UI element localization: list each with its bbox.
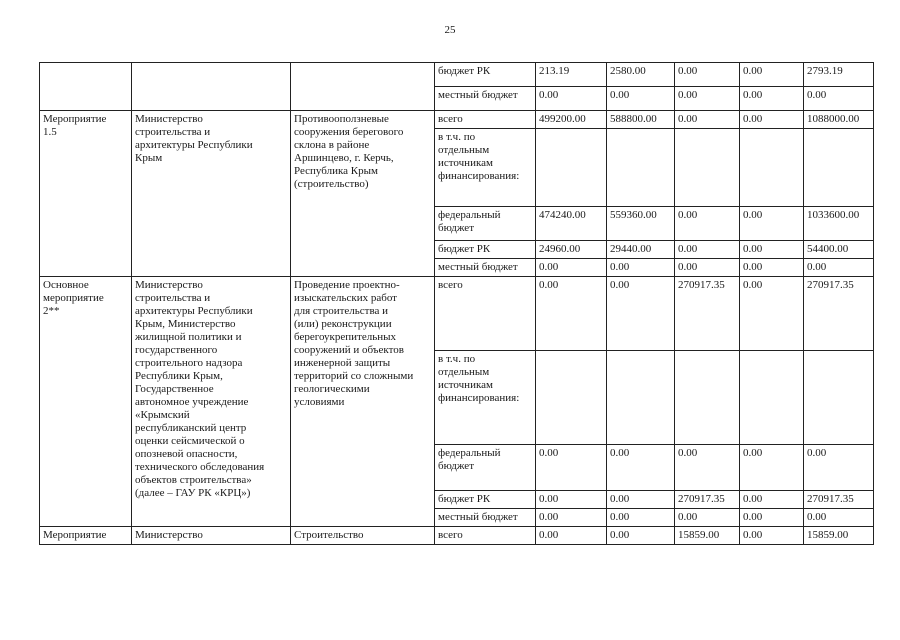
value-cell — [804, 351, 874, 445]
value-cell: 0.00 — [740, 277, 804, 351]
value-cell: 0.00 — [607, 87, 675, 111]
value-cell: 0.00 — [675, 509, 740, 527]
value-cell — [536, 351, 607, 445]
executor-name: Министерство строительства и архитектуры Республики Крым — [132, 111, 291, 277]
value-cell: 559360.00 — [607, 207, 675, 241]
source-label: всего — [435, 111, 536, 129]
executor-name: Министерство строительства и архитектуры Республики Крым, Министерство жилищной политики и государственного строительного надзора Республики Крым, Государственное автономное учреждение «Крымский республиканский центр оценки сейсмической о опозневой опасности, технического обследования объектов строительства» (далее – ГАУ РК «КРЦ») — [132, 277, 291, 527]
value-cell: 2580.00 — [607, 63, 675, 87]
value-cell: 0.00 — [804, 87, 874, 111]
source-label: всего — [435, 277, 536, 351]
source-label: местный бюджет — [435, 509, 536, 527]
value-cell: 0.00 — [675, 111, 740, 129]
value-cell: 0.00 — [536, 87, 607, 111]
value-cell — [607, 129, 675, 207]
table-row — [40, 527, 874, 545]
value-cell: 0.00 — [740, 259, 804, 277]
value-cell: 0.00 — [536, 509, 607, 527]
value-cell: 0.00 — [536, 491, 607, 509]
source-label: бюджет РК — [435, 241, 536, 259]
measure-name: Основное мероприятие 2** — [40, 277, 132, 527]
value-cell: 24960.00 — [536, 241, 607, 259]
value-cell: 0.00 — [740, 111, 804, 129]
table-row — [40, 63, 874, 87]
measure-description: Противооползневые сооружения берегового склона в районе Аршинцево, г. Керчь, Республика Крым (строительство) — [291, 111, 435, 277]
budget-table — [39, 62, 874, 545]
value-cell: 0.00 — [740, 491, 804, 509]
value-cell: 588800.00 — [607, 111, 675, 129]
value-cell: 0.00 — [675, 259, 740, 277]
measure-description: Проведение проектно- изыскательских работ для строительства и (или) реконструкции берегоукрепительных сооружений и объектов инженерной защиты территорий со сложными геологическими условиями — [291, 277, 435, 527]
value-cell: 213.19 — [536, 63, 607, 87]
value-cell: 270917.35 — [675, 491, 740, 509]
measure-description: Строительство — [291, 527, 435, 545]
value-cell: 0.00 — [804, 445, 874, 491]
value-cell: 270917.35 — [675, 277, 740, 351]
value-cell: 0.00 — [740, 527, 804, 545]
value-cell: 0.00 — [607, 509, 675, 527]
page-number: 25 — [444, 24, 456, 36]
value-cell: 0.00 — [740, 445, 804, 491]
value-cell: 0.00 — [740, 87, 804, 111]
value-cell: 0.00 — [804, 259, 874, 277]
source-label: всего — [435, 527, 536, 545]
measure-cell — [40, 63, 132, 111]
table-row — [40, 277, 874, 351]
source-label: местный бюджет — [435, 87, 536, 111]
source-label: в т.ч. по отдельным источникам финансирования: — [435, 351, 536, 445]
measure-name: Мероприятие — [40, 527, 132, 545]
value-cell: 0.00 — [607, 445, 675, 491]
value-cell — [675, 351, 740, 445]
source-label: федеральный бюджет — [435, 445, 536, 491]
value-cell: 474240.00 — [536, 207, 607, 241]
value-cell — [607, 351, 675, 445]
value-cell: 0.00 — [607, 527, 675, 545]
value-cell: 0.00 — [740, 509, 804, 527]
description-cell — [291, 63, 435, 111]
value-cell: 0.00 — [536, 445, 607, 491]
executor-cell — [132, 63, 291, 111]
source-label: федеральный бюджет — [435, 207, 536, 241]
executor-name: Министерство — [132, 527, 291, 545]
measure-name: Мероприятие 1.5 — [40, 111, 132, 277]
value-cell: 0.00 — [607, 491, 675, 509]
value-cell: 2793.19 — [804, 63, 874, 87]
value-cell: 0.00 — [675, 241, 740, 259]
source-label: бюджет РК — [435, 491, 536, 509]
value-cell: 0.00 — [675, 87, 740, 111]
value-cell: 0.00 — [675, 207, 740, 241]
value-cell: 54400.00 — [804, 241, 874, 259]
value-cell: 15859.00 — [804, 527, 874, 545]
value-cell: 0.00 — [536, 527, 607, 545]
value-cell: 0.00 — [740, 207, 804, 241]
value-cell — [804, 129, 874, 207]
source-label: бюджет РК — [435, 63, 536, 87]
source-label: местный бюджет — [435, 259, 536, 277]
value-cell: 1088000.00 — [804, 111, 874, 129]
table-row — [40, 111, 874, 129]
value-cell: 0.00 — [536, 277, 607, 351]
value-cell: 1033600.00 — [804, 207, 874, 241]
value-cell: 0.00 — [675, 445, 740, 491]
value-cell: 29440.00 — [607, 241, 675, 259]
value-cell: 270917.35 — [804, 277, 874, 351]
value-cell — [536, 129, 607, 207]
value-cell: 0.00 — [536, 259, 607, 277]
value-cell: 0.00 — [740, 63, 804, 87]
value-cell: 0.00 — [675, 63, 740, 87]
value-cell: 270917.35 — [804, 491, 874, 509]
value-cell — [740, 129, 804, 207]
value-cell: 499200.00 — [536, 111, 607, 129]
value-cell: 0.00 — [804, 509, 874, 527]
source-label: в т.ч. по отдельным источникам финансирования: — [435, 129, 536, 207]
value-cell: 0.00 — [607, 277, 675, 351]
value-cell: 15859.00 — [675, 527, 740, 545]
value-cell — [675, 129, 740, 207]
value-cell — [740, 351, 804, 445]
value-cell: 0.00 — [740, 241, 804, 259]
value-cell: 0.00 — [607, 259, 675, 277]
